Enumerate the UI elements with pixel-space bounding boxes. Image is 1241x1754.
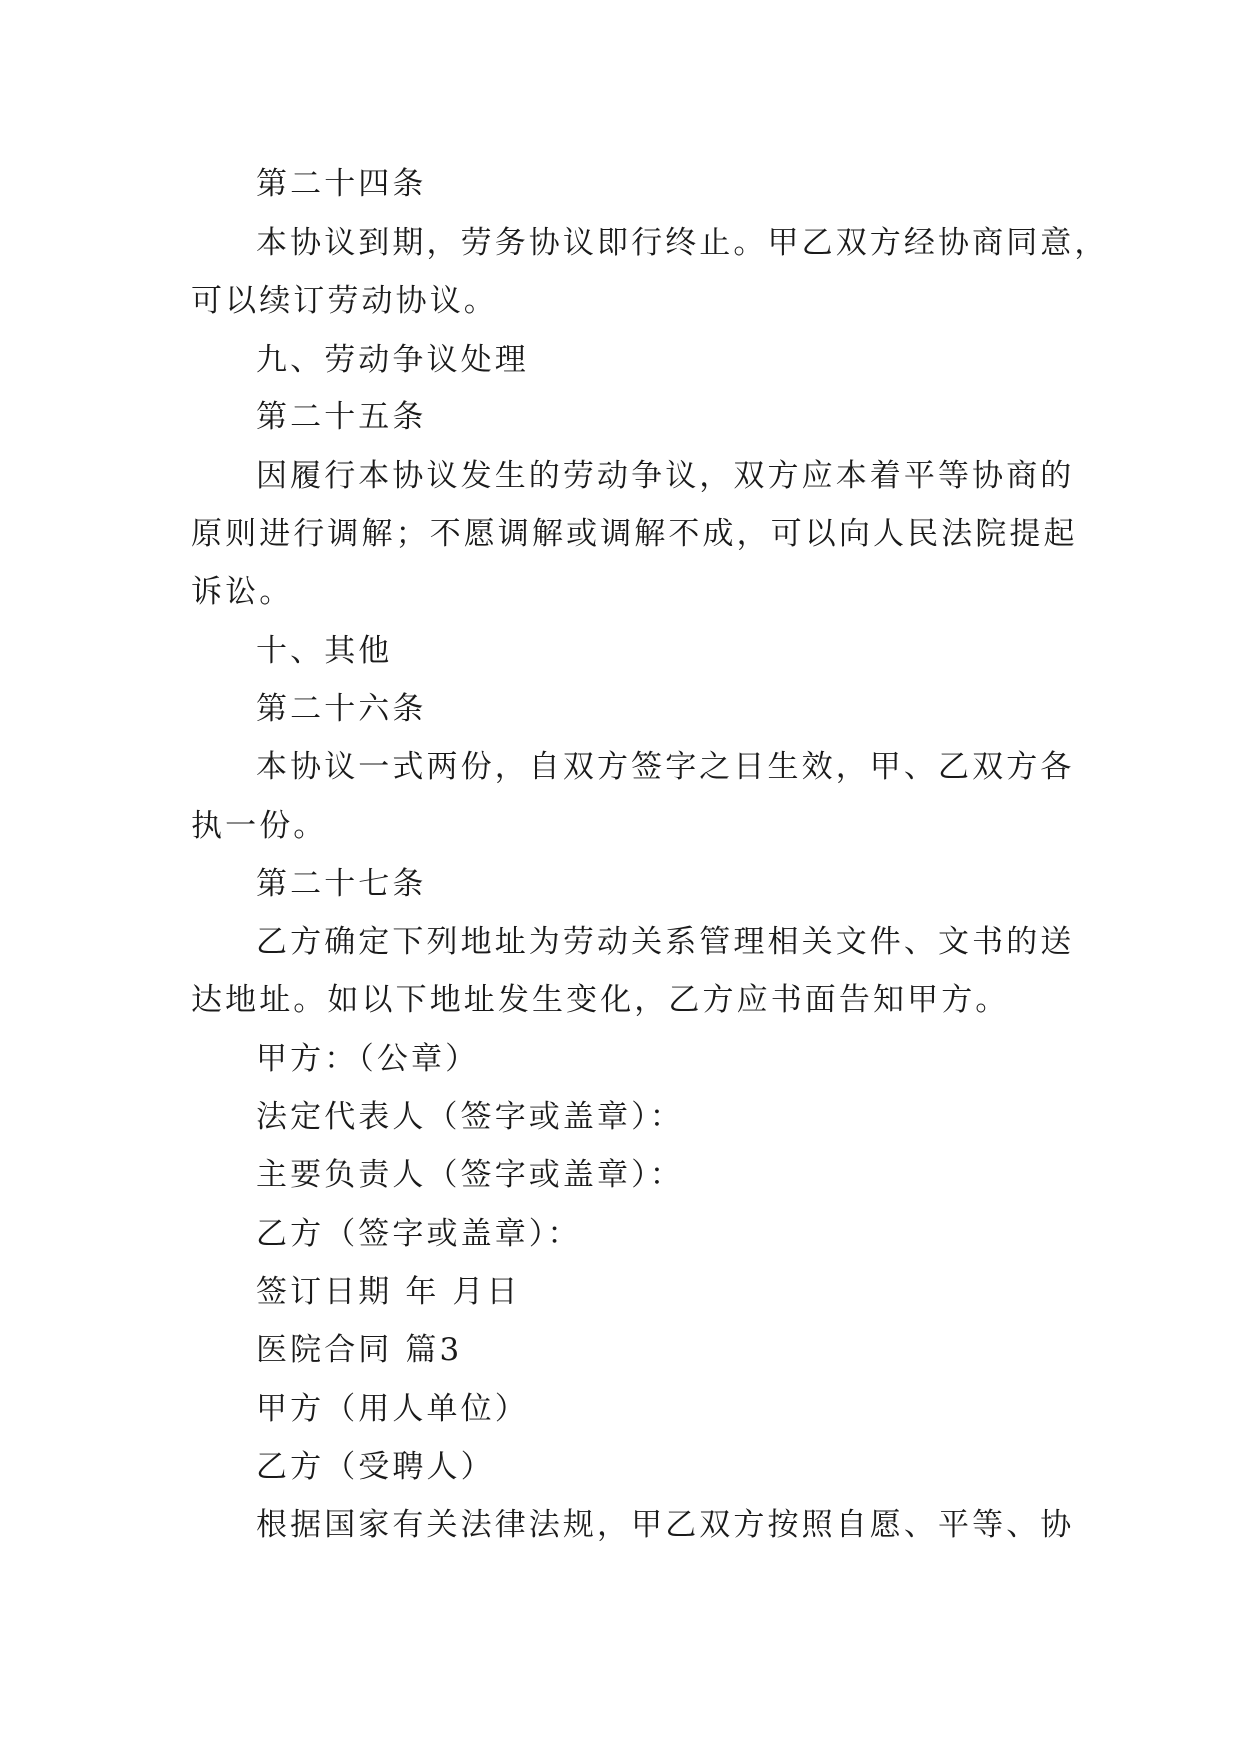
party-a-line: 甲方（用人单位） (256, 1391, 529, 1427)
contract-title-line: 医院合同 篇3 (256, 1332, 463, 1368)
article-25-heading: 第二十五条 (256, 399, 427, 435)
article-24-heading: 第二十四条 (256, 166, 427, 202)
paragraph-line: 乙方确定下列地址为劳动关系管理相关文件、文书的送 (256, 924, 1075, 960)
paragraph-line: 诉讼。 (191, 574, 294, 610)
paragraph-line: 本协议一式两份，自双方签字之日生效，甲、乙双方各 (256, 749, 1075, 785)
section-10-heading: 十、其他 (256, 633, 393, 669)
party-a-seal-line: 甲方：（公章） (256, 1041, 480, 1077)
party-b-line: 乙方（受聘人） (256, 1449, 495, 1485)
article-27-heading: 第二十七条 (256, 866, 427, 902)
signing-date-line: 签订日期 年 月日 (256, 1274, 521, 1310)
legal-representative-line: 法定代表人（签字或盖章）： (256, 1099, 684, 1135)
paragraph-line: 可以续订劳动协议。 (191, 283, 498, 319)
paragraph-line: 原则进行调解；不愿调解或调解不成，可以向人民法院提起 (191, 516, 1078, 552)
paragraph-line: 因履行本协议发生的劳动争议，双方应本着平等协商的 (256, 458, 1075, 494)
paragraph-line: 达地址。如以下地址发生变化，乙方应书面告知甲方。 (191, 982, 1010, 1018)
paragraph-line: 执一份。 (191, 808, 328, 844)
paragraph-line: 本协议到期，劳务协议即行终止。甲乙双方经协商同意， (256, 225, 1109, 261)
section-9-heading: 九、劳动争议处理 (256, 342, 529, 378)
paragraph-line: 根据国家有关法律法规，甲乙双方按照自愿、平等、协 (256, 1507, 1075, 1543)
principal-responsible-line: 主要负责人（签字或盖章）： (256, 1157, 684, 1193)
party-b-signature-line: 乙方（签字或盖章）： (256, 1216, 582, 1252)
article-26-heading: 第二十六条 (256, 691, 427, 727)
